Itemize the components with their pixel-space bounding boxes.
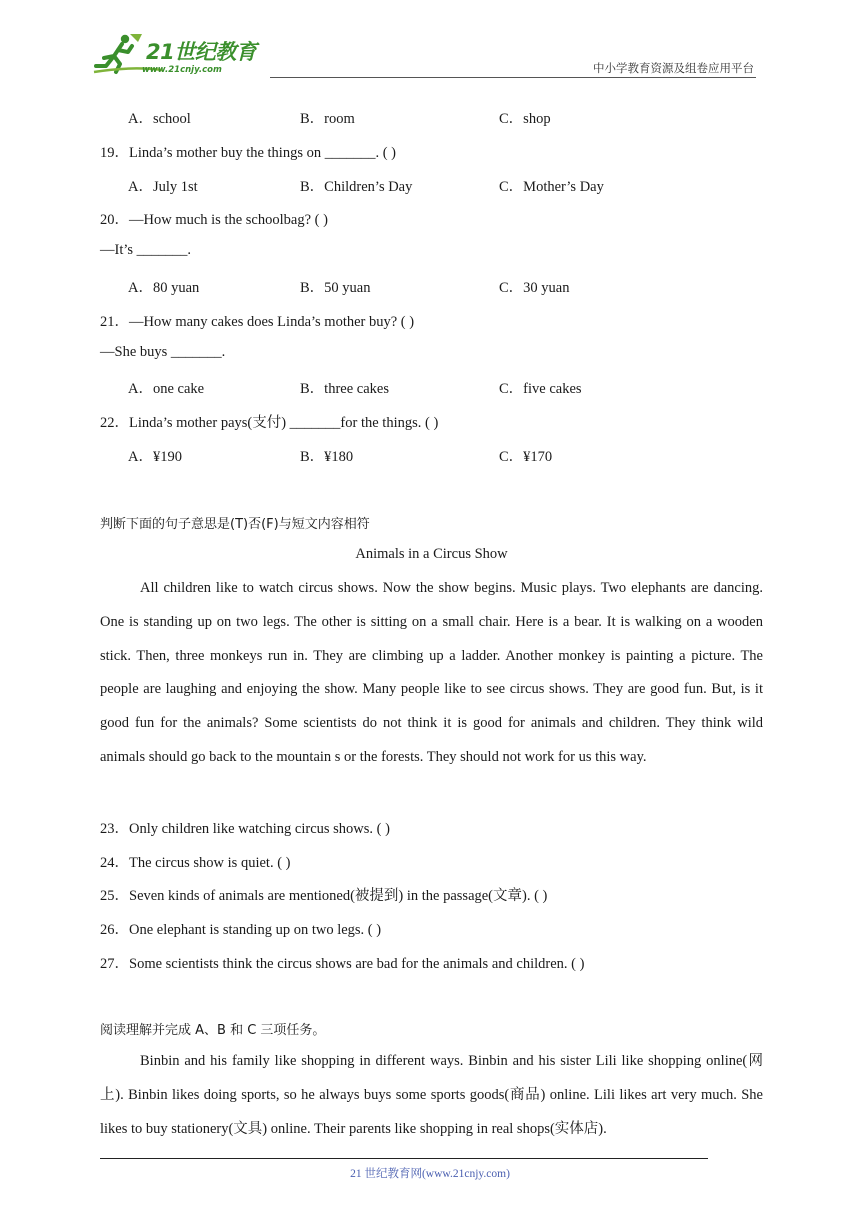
q20-option-c[interactable]: C．30 yuan — [499, 280, 570, 296]
site-logo[interactable] — [92, 32, 262, 78]
q22-question: 22．Linda’s mother pays(支付) _______for the things. ( ) — [100, 415, 439, 431]
shopping-passage: Binbin and his family like shopping in different ways. Binbin and his sister Lili like shopping online(网上). Binbin likes doing sports, so he always buys some sports goods(商品) online. Lili likes art very much. She likes to buy stationery(文具) online. Their parents like shopping in real shops(实体店). — [100, 1053, 763, 1137]
section3-instruction: 阅读理解并完成 A、B 和 C 三项任务。 — [100, 1023, 326, 1038]
q21-option-c[interactable]: C．five cakes — [499, 381, 582, 397]
q21-option-a[interactable]: A．one cake — [128, 381, 205, 397]
logo-url: www.21cnjy.com — [142, 65, 222, 75]
q18-option-b[interactable]: B．room — [300, 111, 355, 127]
q20-answer-line: —It’s _______. — [100, 242, 192, 258]
q21-answer-line: —She buys _______. — [100, 344, 226, 360]
footer-divider — [100, 1158, 708, 1159]
logo-text: 21世纪教育 — [146, 40, 257, 64]
statement-26[interactable]: 26．One elephant is standing up on two legs. ( ) — [100, 922, 382, 938]
footer-source[interactable]: 21 世纪教育网(www.21cnjy.com) — [350, 1168, 510, 1180]
q19-question: 19．Linda’s mother buy the things on _______. ( ) — [100, 145, 397, 161]
statement-24[interactable]: 24．The circus show is quiet. ( ) — [100, 855, 291, 871]
page-header — [0, 0, 860, 82]
passage-title: Animals in a Circus Show — [355, 546, 508, 562]
q18-option-a[interactable]: A．school — [128, 111, 191, 127]
section2-instruction: 判断下面的句子意思是(T)否(F)与短文内容相符 — [100, 517, 370, 532]
q20-question: 20．—How much is the schoolbag? ( ) — [100, 212, 328, 228]
q22-option-b[interactable]: B．¥180 — [300, 449, 354, 465]
statement-27[interactable]: 27．Some scientists think the circus shows are bad for the animals and children. ( ) — [100, 956, 585, 972]
q19-option-b[interactable]: B．Children’s Day — [300, 179, 413, 195]
header-divider — [270, 77, 756, 78]
circus-passage: All children like to watch circus shows. Now the show begins. Music plays. Two elephants are dancing. One is standing up on two legs. The other is sitting on a small chair. Here is a bear. It is walking on a wooden stick. Then, three monkeys run in. They are climbing up a ladder. Another monkey is painting a picture. The people are laughing and enjoying the show. Many people like to see circus shows. They are good fun. But, is it good fun for the animals? Some scientists do not think it is good for animals and children. They think wild animals should go back to the mountain s or the forests. They should not work for us this way. — [100, 580, 763, 765]
q19-option-c[interactable]: C．Mother’s Day — [499, 179, 604, 195]
platform-name: 中小学教育资源及组卷应用平台 — [593, 61, 754, 75]
q22-option-a[interactable]: A．¥190 — [128, 449, 182, 465]
statement-25[interactable]: 25．Seven kinds of animals are mentioned(被提到) in the passage(文章). ( ) — [100, 888, 548, 904]
q22-option-c[interactable]: C．¥170 — [499, 449, 553, 465]
q20-option-b[interactable]: B．50 yuan — [300, 280, 371, 296]
q21-question: 21．—How many cakes does Linda’s mother buy? ( ) — [100, 314, 415, 330]
q18-option-c[interactable]: C．shop — [499, 111, 551, 127]
q19-option-a[interactable]: A．July 1st — [128, 179, 198, 195]
q21-option-b[interactable]: B．three cakes — [300, 381, 389, 397]
statement-23[interactable]: 23．Only children like watching circus shows. ( ) — [100, 821, 390, 837]
q20-option-a[interactable]: A．80 yuan — [128, 280, 200, 296]
